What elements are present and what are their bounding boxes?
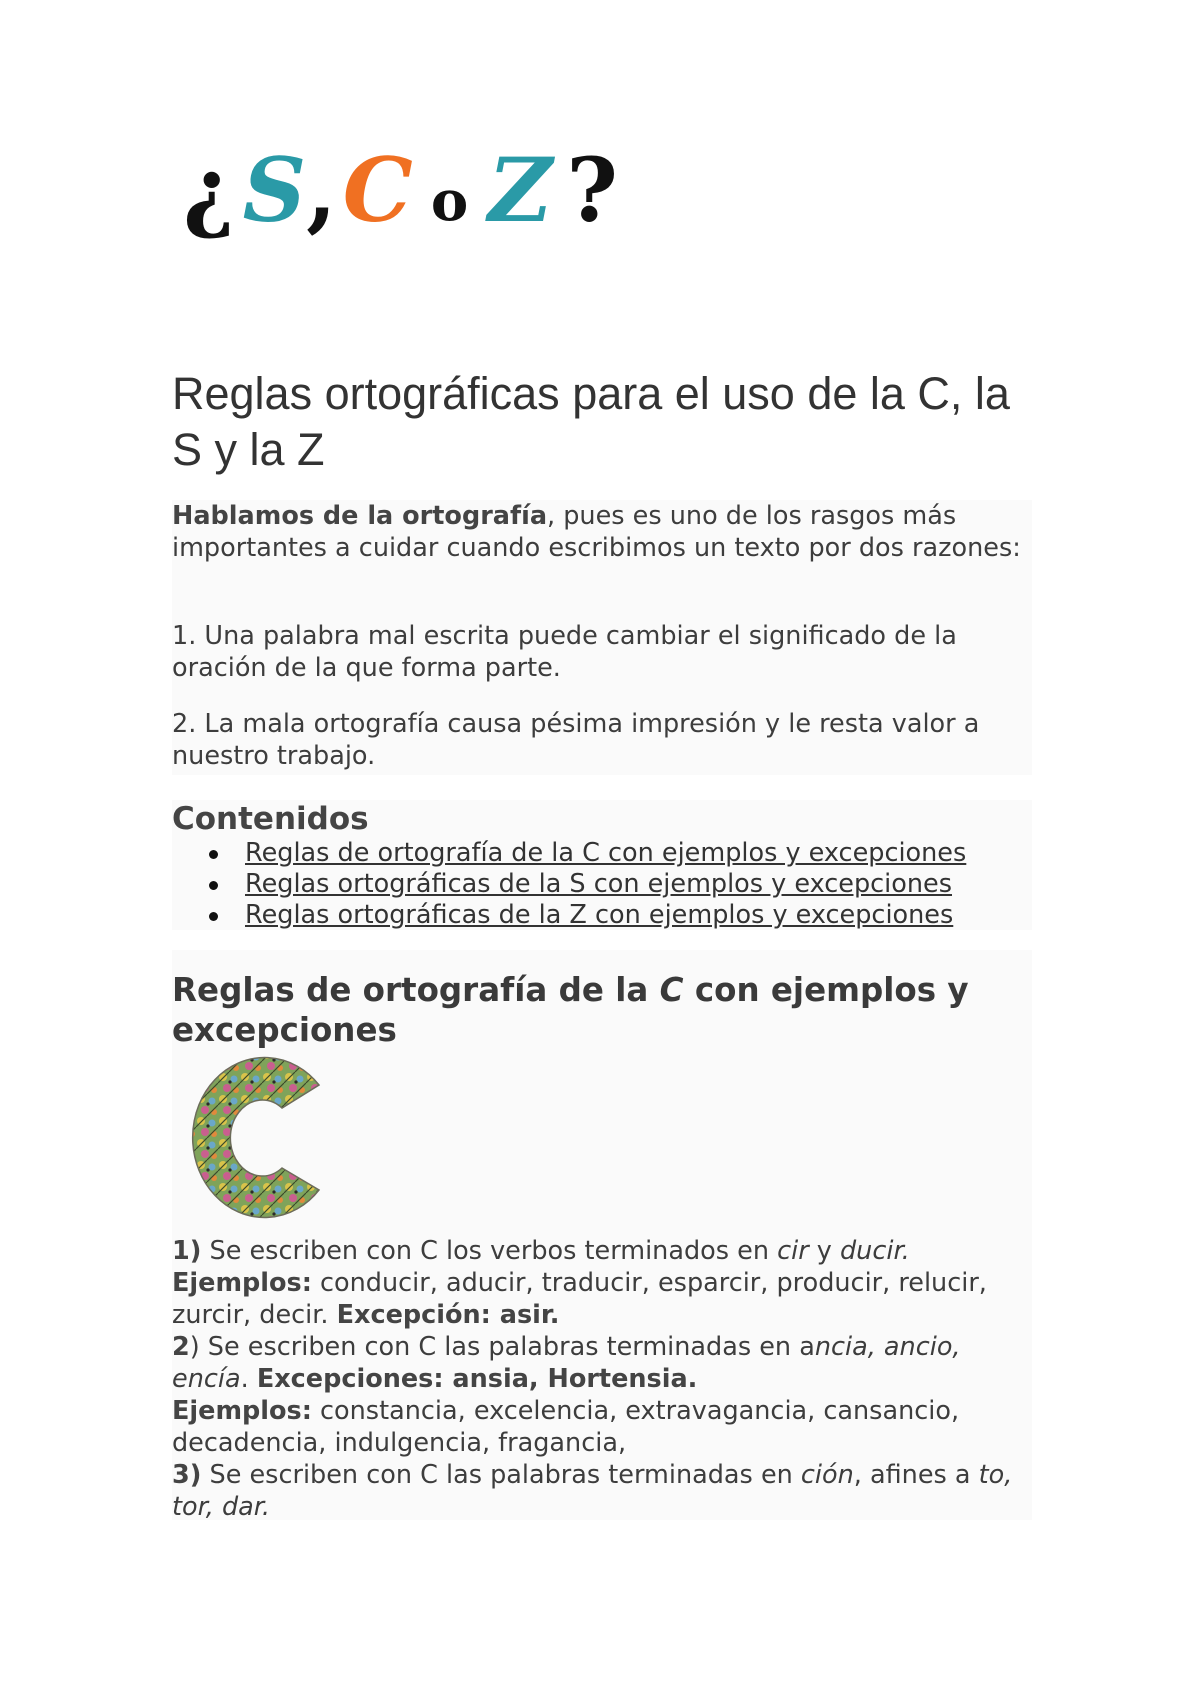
section-c-title-b: con ejemplos y excepciones: [172, 971, 969, 1049]
logo-letter-s: S: [242, 138, 307, 242]
logo-image: [183, 138, 618, 242]
rule-1-examples-label: Ejemplos:: [172, 1268, 312, 1298]
section-c-title-a: Reglas de ortografía de la: [172, 971, 660, 1009]
rule-1-number: 1): [172, 1236, 202, 1266]
logo-comma: ,: [306, 138, 337, 242]
toc-link-c[interactable]: Reglas de ortografía de la C con ejemplos y excepciones: [245, 838, 967, 868]
rule-1-suffix-2: ducir.: [840, 1236, 910, 1266]
toc-item: [172, 838, 966, 869]
rule-3-suffix: ción: [800, 1460, 854, 1490]
rule-1: [172, 1235, 1032, 1523]
toc-link-z[interactable]: Reglas ortográficas de la Z con ejemplos y excepciones: [245, 900, 954, 930]
rule-3-text-b: , afines a: [853, 1460, 979, 1490]
letter-c-image: [174, 1050, 324, 1220]
section-c-title-em: C: [659, 971, 684, 1009]
rule-2-number: 2: [172, 1332, 190, 1362]
rule-3-text: Se escriben con C las palabras terminadas en: [201, 1460, 801, 1490]
toc-list: [172, 838, 966, 931]
rule-1-examples: conducir, aducir, traducir, esparcir, producir, relucir, zurcir, decir.: [172, 1268, 987, 1330]
section-c-title: [172, 970, 1032, 1050]
toc-item: [172, 869, 966, 900]
logo-letter-o: o: [430, 168, 469, 234]
logo-close-question: ?: [566, 138, 618, 242]
intro-lead-bold: Hablamos de la ortografía: [172, 501, 548, 531]
rule-2-text: ) Se escriben con C las palabras terminadas en a: [189, 1332, 815, 1362]
toc-link-s[interactable]: Reglas ortográficas de la S con ejemplos y excepciones: [245, 869, 952, 899]
toc-item: [172, 900, 966, 931]
section-c: [172, 950, 1032, 1520]
intro-box: [172, 500, 1032, 775]
logo-letter-z: Z: [488, 138, 553, 242]
rule-2-examples-label: Ejemplos:: [172, 1396, 312, 1426]
rule-3-number: 3): [172, 1460, 202, 1490]
page-title: Reglas ortográficas para el uso de la C, la S y la Z: [172, 368, 1010, 475]
intro-point-2: 2. La mala ortografía causa pésima impresión y le resta valor a nuestro trabajo.: [172, 709, 980, 771]
intro-point-1: 1. Una palabra mal escrita puede cambiar el significado de la oración de la que forma parte.: [172, 621, 957, 683]
bullet-icon: [209, 881, 218, 890]
logo-letter-c: C: [342, 138, 413, 242]
intro-lead-text: , pues es uno de los rasgos más importantes a cuidar cuando escribimos un texto por dos razones:: [172, 501, 1021, 563]
intro-paragraph: [172, 500, 1032, 564]
rule-1-exception: Excepción: asir.: [336, 1300, 560, 1330]
rules-list: [172, 1235, 1032, 1523]
bullet-icon: [209, 850, 218, 859]
rule-2-suffixes: ncia, ancio, encía: [172, 1332, 961, 1394]
rule-1-text-b: y: [808, 1236, 840, 1266]
rule-1-suffix-1: cir: [777, 1236, 809, 1266]
logo-open-question: ¿: [183, 138, 235, 242]
letter-c-shape: [193, 1058, 319, 1218]
rule-1-text: Se escriben con C los verbos terminados en: [201, 1236, 778, 1266]
rule-2-text-b: .: [240, 1364, 257, 1394]
bullet-icon: [209, 912, 218, 921]
rule-2-exceptions: Excepciones: ansia, Hortensia.: [256, 1364, 698, 1394]
table-of-contents: [172, 800, 1032, 930]
rule-3-affixes: to, tor, dar.: [172, 1460, 1013, 1522]
rule-2-examples: constancia, excelencia, extravagancia, cansancio, decadencia, indulgencia, fragancia,: [172, 1396, 960, 1458]
toc-title: Contenidos: [172, 801, 369, 837]
